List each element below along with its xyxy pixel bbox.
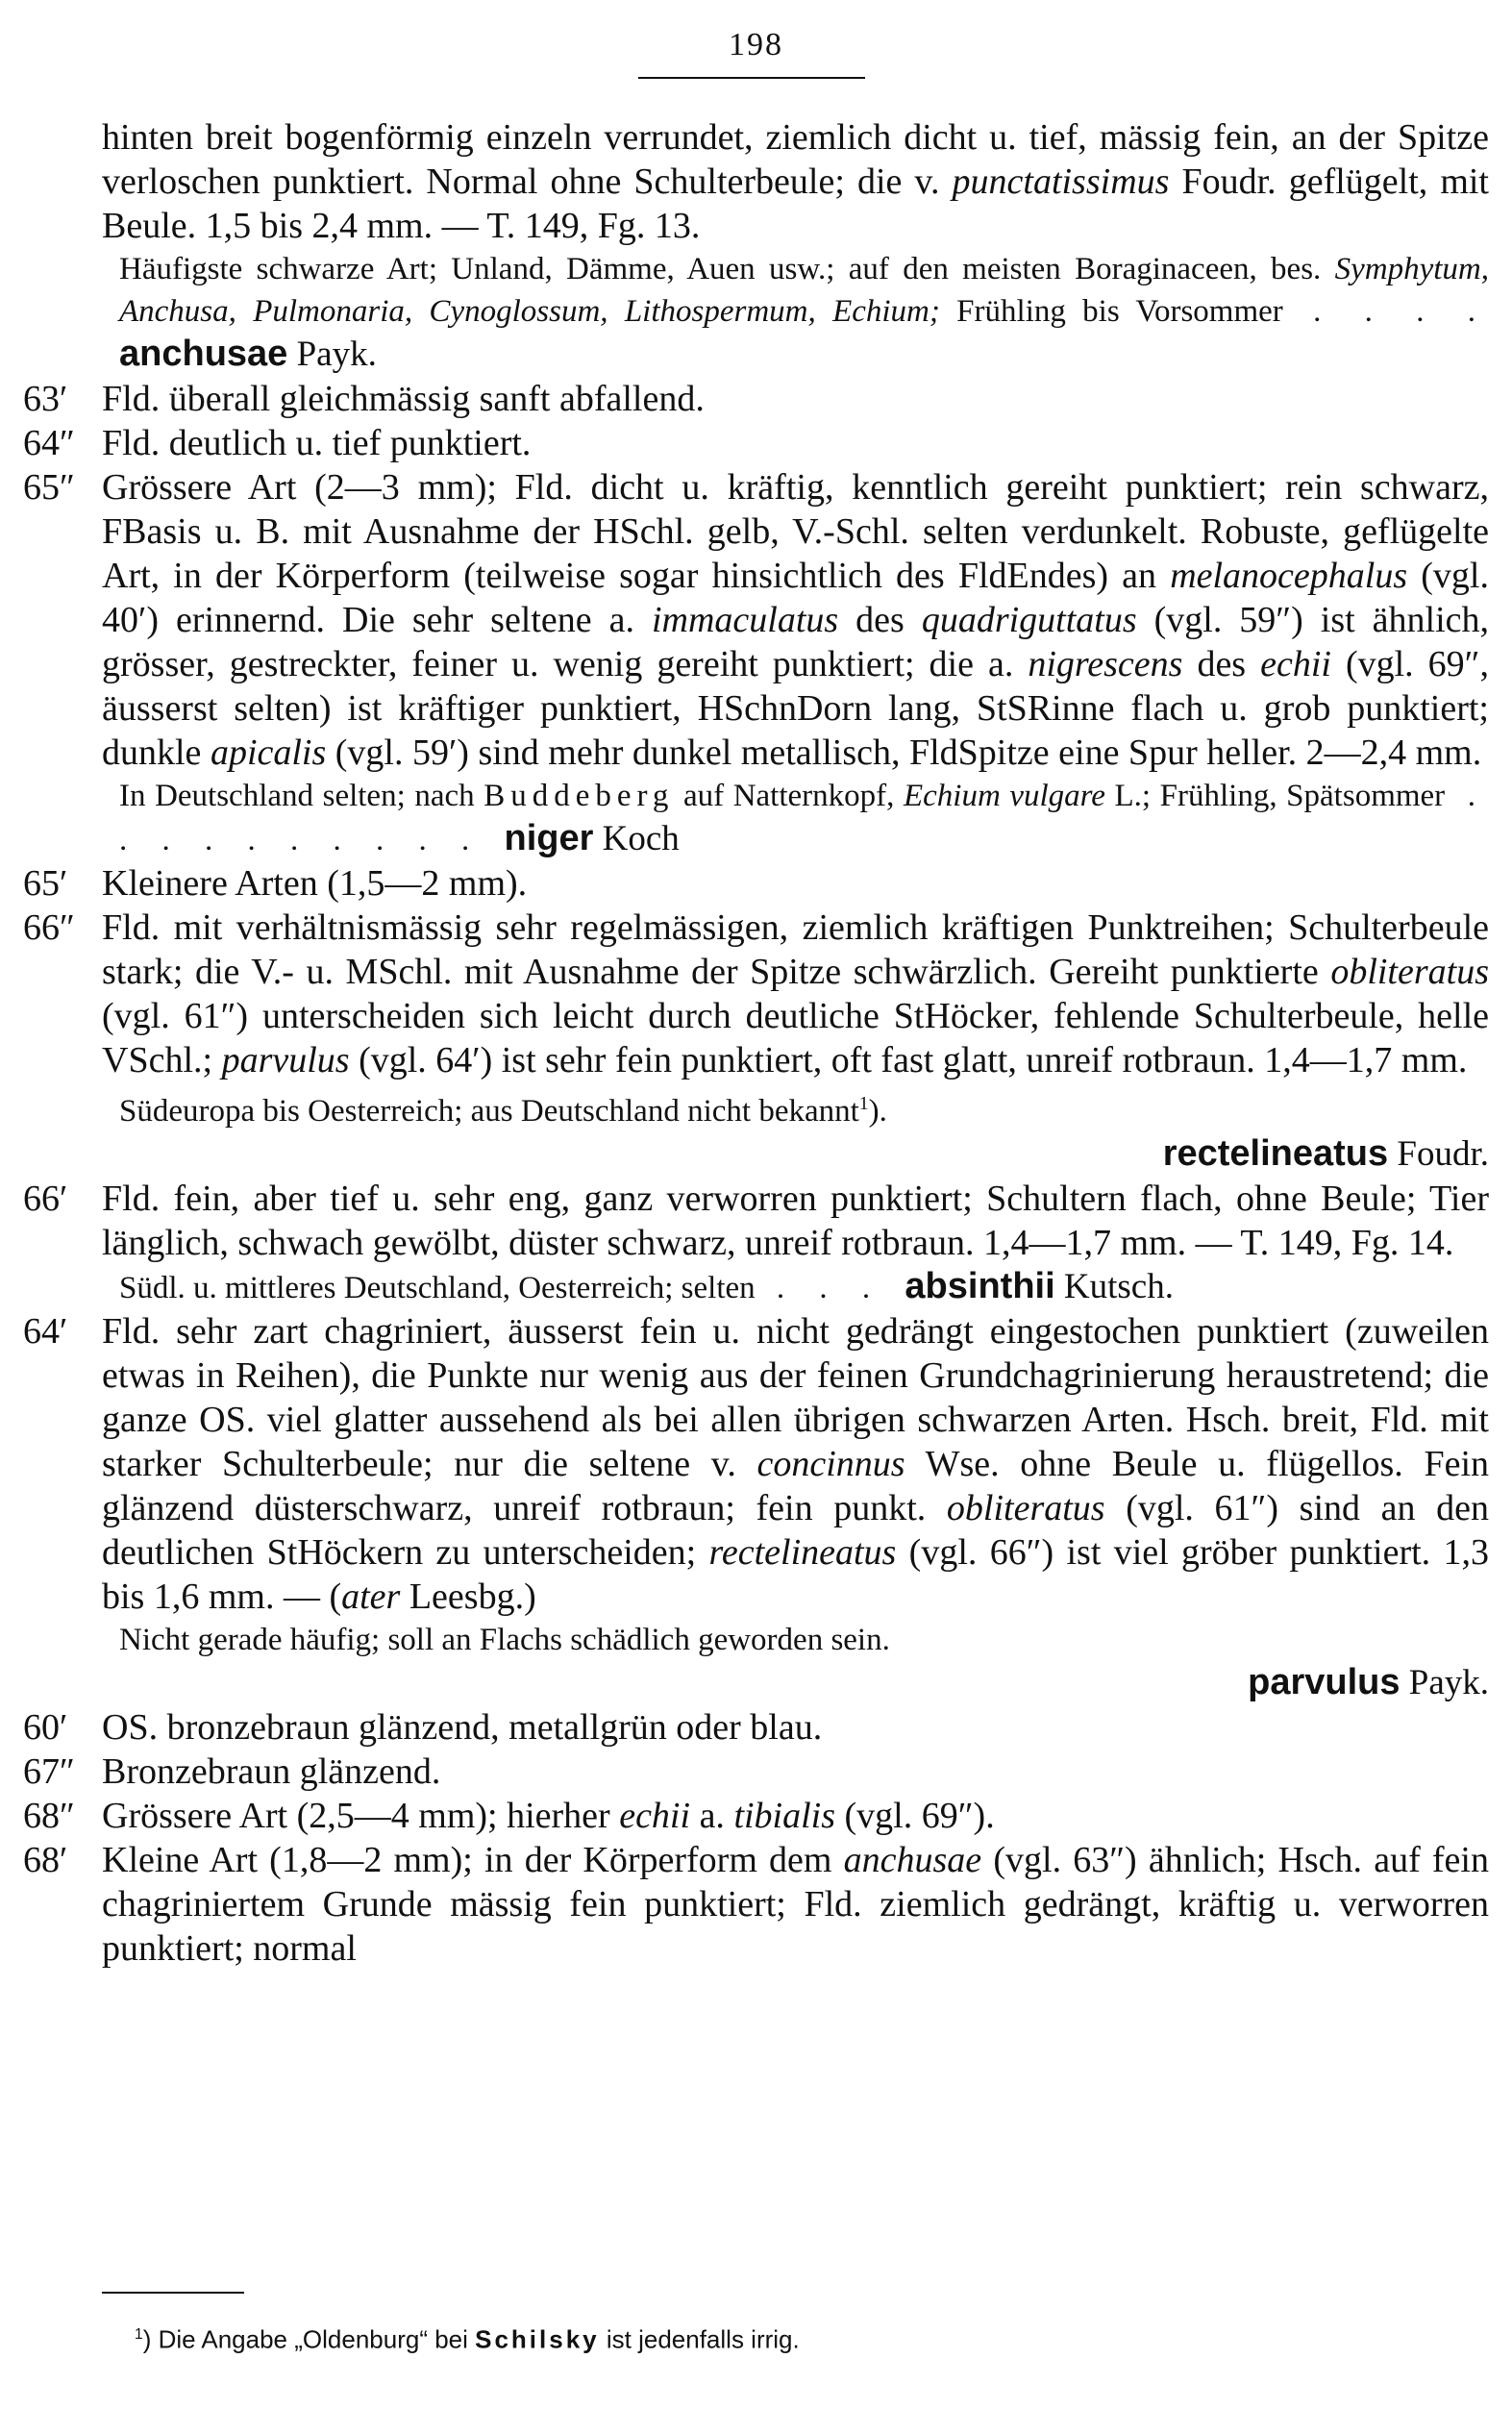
couplet-number: 65″: [23, 467, 75, 508]
couplet-number: 64″: [23, 423, 75, 463]
species-name: niger: [504, 818, 594, 858]
species-line: rectelineatus Foudr.: [1162, 1133, 1489, 1174]
entry-64-prime: [23, 1309, 1489, 1619]
entry-68-prime: [23, 1838, 1489, 1971]
habitat-note: In Deutschland selten; nach Buddeberg auf Natternkopf, Echium vulgare L.; Frühling, Spätsommer . . . . . . . . . . niger Koch: [119, 779, 1489, 858]
header-rule: [638, 77, 865, 79]
entry-66-dprime: [23, 906, 1489, 1082]
entry-text: Grössere Art (2,5—4 mm); hierher echii a. tibialis (vgl. 69″).: [102, 1796, 995, 1836]
page-body: [23, 115, 1489, 1971]
entry-text: Fld. sehr zart chagriniert, äusserst fein u. nicht gedrängt eingestochen punktiert (zuweilen etwas in Reihen), die Punkte nur wenig aus der feinen Grundchagrinierung heraustretend; die ganze OS. viel glatter aussehend als bei allen übrigen schwarzen Arten. Hsch. breit, Fld. mit starker Schulterbeule; nur die seltene v. concinnus Wse. ohne Beule u. flügellos. Fein glänzend düsterschwarz, unreif rotbraun; fein punkt. obliteratus (vgl. 61″) sind an den deutlichen StHöckern zu unterscheiden; rectelineatus (vgl. 66″) ist viel gröber punktiert. 1,3 bis 1,6 mm. — (ater Leesbg.): [102, 1311, 1489, 1617]
species-name: anchusae: [119, 334, 288, 374]
footnote: $^1$) Die Angabe „Oldenburg“ bei Schilsky ist jedenfalls irrig.: [135, 2324, 800, 2354]
entry-63-prime: [23, 377, 1489, 421]
couplet-number: 64′: [23, 1311, 68, 1352]
entry-65-dprime: [23, 465, 1489, 775]
entry-text: Fld. deutlich u. tief punktiert.: [102, 423, 532, 463]
couplet-number: 66′: [23, 1179, 68, 1219]
species-name: absinthii: [905, 1266, 1055, 1306]
entry-text: hinten breit bogenförmig einzeln verrundet, ziemlich dicht u. tief, mässig fein, an der Spitze verloschen punktiert. Normal ohne Schulterbeule; die v. punctatissimus Foudr. geflügelt, mit Beule. 1,5 bis 2,4 mm. — T. 149, Fg. 13.: [102, 117, 1489, 246]
entry-text: Bronzebraun glänzend.: [102, 1751, 441, 1792]
entry-text: OS. bronzebraun glänzend, metallgrün oder blau.: [102, 1707, 823, 1748]
habitat-note: Häufigste schwarze Art; Unland, Dämme, Auen usw.; auf den meisten Boraginaceen, bes. Symphytum, Anchusa, Pulmonaria, Cynoglossum, Lithospermum, Echium; Frühling bis Vorsommer . . . . anchusae Payk.: [119, 252, 1490, 374]
couplet-number: 60′: [23, 1707, 68, 1748]
entry-text: Fld. fein, aber tief u. sehr eng, ganz verworren punktiert; Schultern flach, ohne Beule; Tier länglich, schwach gewölbt, düster schwarz, unreif rotbraun. 1,4—1,7 mm. — T. 149, Fg. 14.: [102, 1179, 1489, 1263]
entry-65-prime: [23, 861, 1489, 906]
entry-text: Grössere Art (2—3 mm); Fld. dicht u. kräftig, kenntlich gereiht punktiert; rein schwarz, FBasis u. B. mit Ausnahme der HSchl. gelb, V.-Schl. selten verdunkelt. Robuste, geflügelte Art, in der Körperform (teilweise sogar hinsichtlich des FldEndes) an melanocephalus (vgl. 40′) erinnernd. Die sehr seltene a. immaculatus des quadriguttatus (vgl. 59″) ist ähnlich, grösser, gestreckter, feiner u. wenig gereiht punktiert; die a. nigrescens des echii (vgl. 69″, äusserst selten) ist kräftiger punktiert, HSchnDorn lang, StSRinne flach u. grob punktiert; dunkle apicalis (vgl. 59′) sind mehr dunkel metallisch, FldSpitze eine Spur heller. 2—2,4 mm.: [102, 467, 1490, 773]
couplet-number: 67″: [23, 1751, 75, 1792]
entry-60-prime: [23, 1705, 1489, 1750]
footnote-rule: [102, 2292, 244, 2294]
page-number: 198: [729, 27, 783, 62]
entry-64-dprime: [23, 421, 1489, 465]
entry-text: Fld. mit verhältnismässig sehr regelmässigen, ziemlich kräftigen Punktreihen; Schulterbeule stark; die V.- u. MSchl. mit Ausnahme der Spitze schwärzlich. Gereiht punktierte obliteratus (vgl. 61″) unterscheiden sich leicht durch deutliche StHöcker, fehlende Schulterbeule, helle VSchl.; parvulus (vgl. 64′) ist sehr fein punktiert, oft fast glatt, unreif rotbraun. 1,4—1,7 mm.: [102, 907, 1489, 1080]
entry-text: Fld. überall gleichmässig sanft abfallend.: [102, 379, 705, 419]
habitat-note: Nicht gerade häufig; soll an Flachs schädlich geworden sein.: [119, 1623, 890, 1657]
entry-text: Kleinere Arten (1,5—2 mm).: [102, 863, 528, 904]
couplet-number: 65′: [23, 863, 68, 904]
couplet-number: 63′: [23, 379, 68, 419]
entry-68-dprime: [23, 1794, 1489, 1838]
couplet-number: 68″: [23, 1796, 75, 1836]
habitat-note: Südl. u. mittleres Deutschland, Oesterreich; selten . . . absinthii Kutsch.: [119, 1266, 1174, 1306]
entry-text: Kleine Art (1,8—2 mm); in der Körperform dem anchusae (vgl. 63″) ähnlich; Hsch. auf fein chagriniertem Grunde mässig fein punktiert; Fld. ziemlich gedrängt, kräftig u. verworren punktiert; normal: [102, 1840, 1489, 1969]
couplet-number: 66″: [23, 907, 75, 948]
species-line: parvulus Payk.: [1248, 1662, 1489, 1702]
habitat-note: Südeuropa bis Oesterreich; aus Deutschland nicht bekannt$^1$).: [119, 1093, 887, 1129]
entry-continuation: [23, 115, 1489, 248]
entry-66-prime: [23, 1177, 1489, 1265]
couplet-number: 68′: [23, 1840, 68, 1880]
species-name: rectelineatus: [1162, 1133, 1389, 1174]
entry-67-dprime: [23, 1750, 1489, 1794]
species-name: parvulus: [1248, 1662, 1400, 1702]
